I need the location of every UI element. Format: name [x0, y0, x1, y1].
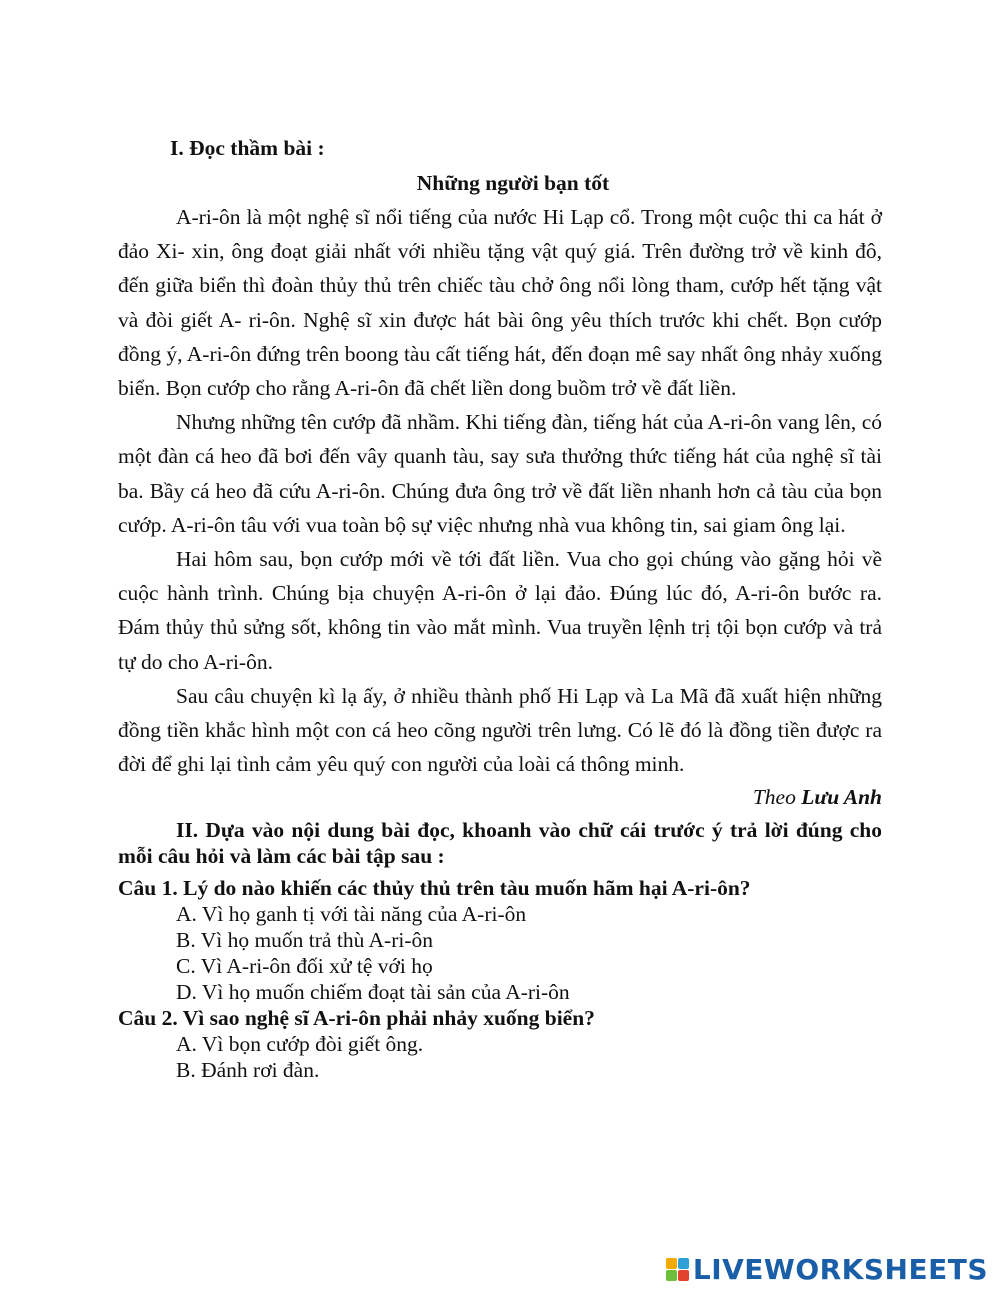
logo-mark-square [678, 1258, 689, 1269]
worksheet-content [118, 134, 882, 1083]
answer-option[interactable]: B. Đánh rơi đàn. [176, 1058, 320, 1083]
logo-mark-square [666, 1270, 677, 1281]
story-paragraph: A-ri-ôn là một nghệ sĩ nổi tiếng của nước Hi Lạp cổ. Trong một cuộc thi ca hát ở đảo Xi- xin, ông đoạt giải nhất với nhiều tặng vật quý giá. Trên đường trở về kinh đô, đến giữa biển thì đoàn thủy thủ trên chiếc tàu chở ông nổi lòng tham, cướp hết tặng vật và đòi giết A- ri-ôn. Nghệ sĩ xin được hát bài ông yêu thích trước khi chết. Bọn cướp đồng ý, A-ri-ôn đứng trên boong tàu cất tiếng hát, đến đoạn mê say nhất ông nhảy xuống biển. Bọn cướp cho rằng A-ri-ôn đã chết liền dong buồm trở về đất liền. [118, 205, 882, 401]
section-heading-questions: II. Dựa vào nội dung bài đọc, khoanh vào chữ cái trước ý trả lời đúng cho mỗi câu hỏi và làm các bài tập sau : [118, 818, 882, 869]
answer-option[interactable]: B. Vì họ muốn trả thù A-ri-ôn [176, 928, 433, 953]
logo-text: LIVEWORKSHEETS [692, 1252, 988, 1286]
story-paragraph: Sau câu chuyện kì lạ ấy, ở nhiều thành phố Hi Lạp và La Mã đã xuất hiện những đồng tiền khắc hình một con cá heo cõng người trên lưng. Có lẽ đó là đồng tiền được ra đời để ghi lại tình cảm yêu quý con người của loài cá thông minh. [118, 683, 882, 777]
answer-option[interactable]: C. Vì A-ri-ôn đối xử tệ với họ [176, 954, 433, 979]
credit-author: Lưu Anh [801, 785, 882, 810]
story-paragraph: Nhưng những tên cướp đã nhầm. Khi tiếng đàn, tiếng hát của A-ri-ôn vang lên, có một đàn cá heo đã bơi đến vây quanh tàu, say sưa thưởng thức tiếng hát của nghệ sĩ tài ba. Bầy cá heo đã cứu A-ri-ôn. Chúng đưa ông trở về đất liền nhanh hơn cả tàu của bọn cướp. A-ri-ôn tâu với vua toàn bộ sự việc nhưng nhà vua không tin, sai giam ông lại. [118, 410, 882, 537]
story-title: Những người bạn tốt [416, 171, 610, 195]
answer-option[interactable]: A. Vì họ ganh tị với tài năng của A-ri-ôn [176, 902, 527, 927]
question-2: Câu 2. Vì sao nghệ sĩ A-ri-ôn phải nhảy xuống biển? [118, 1006, 595, 1031]
story-credit [118, 781, 882, 813]
liveworksheets-mark-icon [666, 1258, 689, 1281]
section-heading-reading: I. Đọc thầm bài : [170, 136, 325, 160]
answer-option[interactable]: D. Vì họ muốn chiếm đoạt tài sản của A-ri-ôn [176, 980, 570, 1005]
credit-prefix: Theo [752, 785, 802, 810]
liveworksheets-logo [666, 1252, 988, 1286]
answer-option[interactable]: A. Vì bọn cướp đòi giết ông. [176, 1032, 424, 1057]
question-1: Câu 1. Lý do nào khiến các thủy thủ trên tàu muốn hãm hại A-ri-ôn? [118, 876, 751, 901]
story-paragraph: Hai hôm sau, bọn cướp mới về tới đất liền. Vua cho gọi chúng vào gặng hỏi về cuộc hành trình. Chúng bịa chuyện A-ri-ôn ở lại đảo. Đúng lúc đó, A-ri-ôn bước ra. Đám thủy thủ sửng sốt, không tin vào mắt mình. Vua truyền lệnh trị tội bọn cướp và trả tự do cho A-ri-ôn. [118, 547, 882, 674]
logo-mark-square [678, 1270, 689, 1281]
logo-mark-square [666, 1258, 677, 1269]
